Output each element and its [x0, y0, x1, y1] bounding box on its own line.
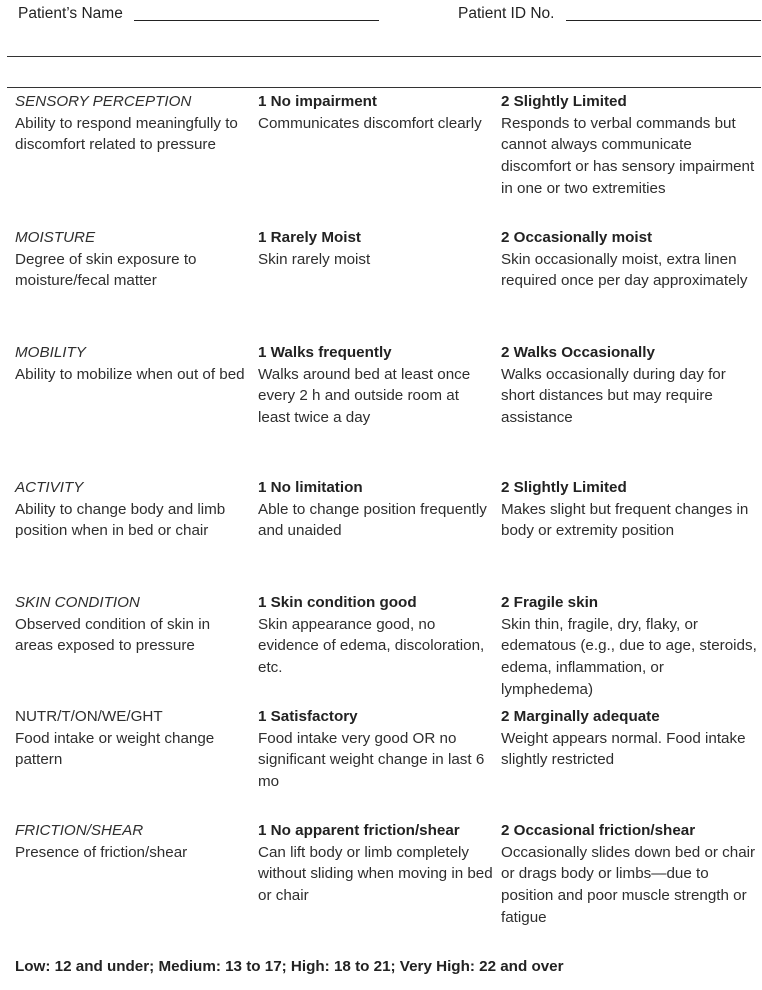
- option-2-text: Walks occasionally during day for short distances but may require assistance: [501, 365, 726, 427]
- criterion-cell: [15, 477, 250, 542]
- criterion-cell: [15, 820, 250, 863]
- patient-name-field[interactable]: [134, 20, 379, 21]
- patient-name-label: Patient’s Name: [18, 5, 123, 22]
- option-1-text: Food intake very good OR no significant weight change in last 6 mo: [258, 729, 485, 791]
- criterion-cell: [15, 706, 250, 771]
- option-2-text: Responds to verbal commands but cannot always communicate discomfort or has sensory impairment in one or two extremities: [501, 114, 755, 197]
- option-1-title: 1 No apparent friction/shear: [258, 822, 460, 839]
- criterion-description: Food intake or weight change pattern: [15, 729, 215, 769]
- option-2-cell: [501, 820, 759, 929]
- criterion-category: NUTR/T/ON/WE/GHT: [15, 708, 163, 725]
- option-1-cell: [258, 342, 494, 429]
- criterion-cell: [15, 592, 250, 657]
- option-2-cell: [501, 91, 759, 200]
- option-2-text: Occasionally slides down bed or chair or drags body or limbs—due to position and poor muscle strength or fatigue: [501, 843, 756, 926]
- criterion-description: Presence of friction/shear: [15, 843, 188, 861]
- option-1-text: Communicates discomfort clearly: [258, 114, 482, 132]
- option-1-text: Skin rarely moist: [258, 250, 371, 268]
- criterion-description: Degree of skin exposure to moisture/fecal matter: [15, 250, 197, 290]
- patient-id-label: Patient ID No.: [458, 5, 555, 22]
- option-2-cell: [501, 706, 759, 771]
- option-1-cell: [258, 706, 494, 793]
- option-1-cell: [258, 592, 494, 679]
- option-2-text: Skin thin, fragile, dry, flaky, or edematous (e.g., due to age, steroids, edema, inflammation, or lymphedema): [501, 615, 757, 698]
- option-2-cell: [501, 227, 759, 292]
- option-2-title: 2 Slightly Limited: [501, 93, 627, 110]
- criterion-description: Observed condition of skin in areas exposed to pressure: [15, 615, 211, 655]
- option-1-text: Walks around bed at least once every 2 h and outside room at least twice a day: [258, 365, 471, 427]
- criterion-category: SENSORY PERCEPTION: [15, 93, 192, 110]
- patient-id-field[interactable]: [566, 20, 761, 21]
- option-1-title: 1 Rarely Moist: [258, 229, 361, 246]
- option-1-title: 1 No impairment: [258, 93, 377, 110]
- option-1-cell: [258, 227, 494, 270]
- option-2-title: 2 Occasionally moist: [501, 229, 653, 246]
- option-1-title: 1 Satisfactory: [258, 708, 358, 725]
- option-1-cell: [258, 91, 494, 134]
- option-2-text: Makes slight but frequent changes in body or extremity position: [501, 500, 749, 540]
- option-2-text: Skin occasionally moist, extra linen required once per day approximately: [501, 250, 748, 290]
- criterion-description: Ability to mobilize when out of bed: [15, 365, 245, 383]
- header-divider-top: [7, 56, 761, 57]
- option-1-cell: [258, 820, 494, 907]
- option-1-text: Skin appearance good, no evidence of edema, discoloration, etc.: [258, 615, 485, 677]
- header-divider-bottom: [7, 87, 761, 88]
- option-2-title: 2 Marginally adequate: [501, 708, 660, 725]
- option-1-title: 1 No limitation: [258, 479, 363, 496]
- option-2-title: 2 Occasional friction/shear: [501, 822, 696, 839]
- option-2-text: Weight appears normal. Food intake slightly restricted: [501, 729, 746, 769]
- option-2-cell: [501, 342, 759, 429]
- option-1-text: Able to change position frequently and unaided: [258, 500, 487, 540]
- criterion-description: Ability to respond meaningfully to discomfort related to pressure: [15, 114, 238, 154]
- option-1-title: 1 Walks frequently: [258, 344, 392, 361]
- option-2-title: 2 Slightly Limited: [501, 479, 627, 496]
- criterion-cell: [15, 91, 250, 156]
- criterion-category: MOISTURE: [15, 229, 96, 246]
- criterion-category: MOBILITY: [15, 344, 86, 361]
- criterion-category: SKIN CONDITION: [15, 594, 140, 611]
- criterion-description: Ability to change body and limb position when in bed or chair: [15, 500, 226, 540]
- option-2-cell: [501, 592, 759, 701]
- option-2-title: 2 Fragile skin: [501, 594, 599, 611]
- criterion-cell: [15, 342, 250, 385]
- criterion-cell: [15, 227, 250, 292]
- option-2-title: 2 Walks Occasionally: [501, 344, 655, 361]
- option-1-text: Can lift body or limb completely without sliding when moving in bed or chair: [258, 843, 493, 905]
- criterion-category: FRICTION/SHEAR: [15, 822, 144, 839]
- risk-score-legend: Low: 12 and under; Medium: 13 to 17; High: 18 to 21; Very High: 22 and over: [15, 958, 564, 975]
- criterion-category: ACTIVITY: [15, 479, 84, 496]
- option-1-title: 1 Skin condition good: [258, 594, 417, 611]
- option-2-cell: [501, 477, 759, 542]
- option-1-cell: [258, 477, 494, 542]
